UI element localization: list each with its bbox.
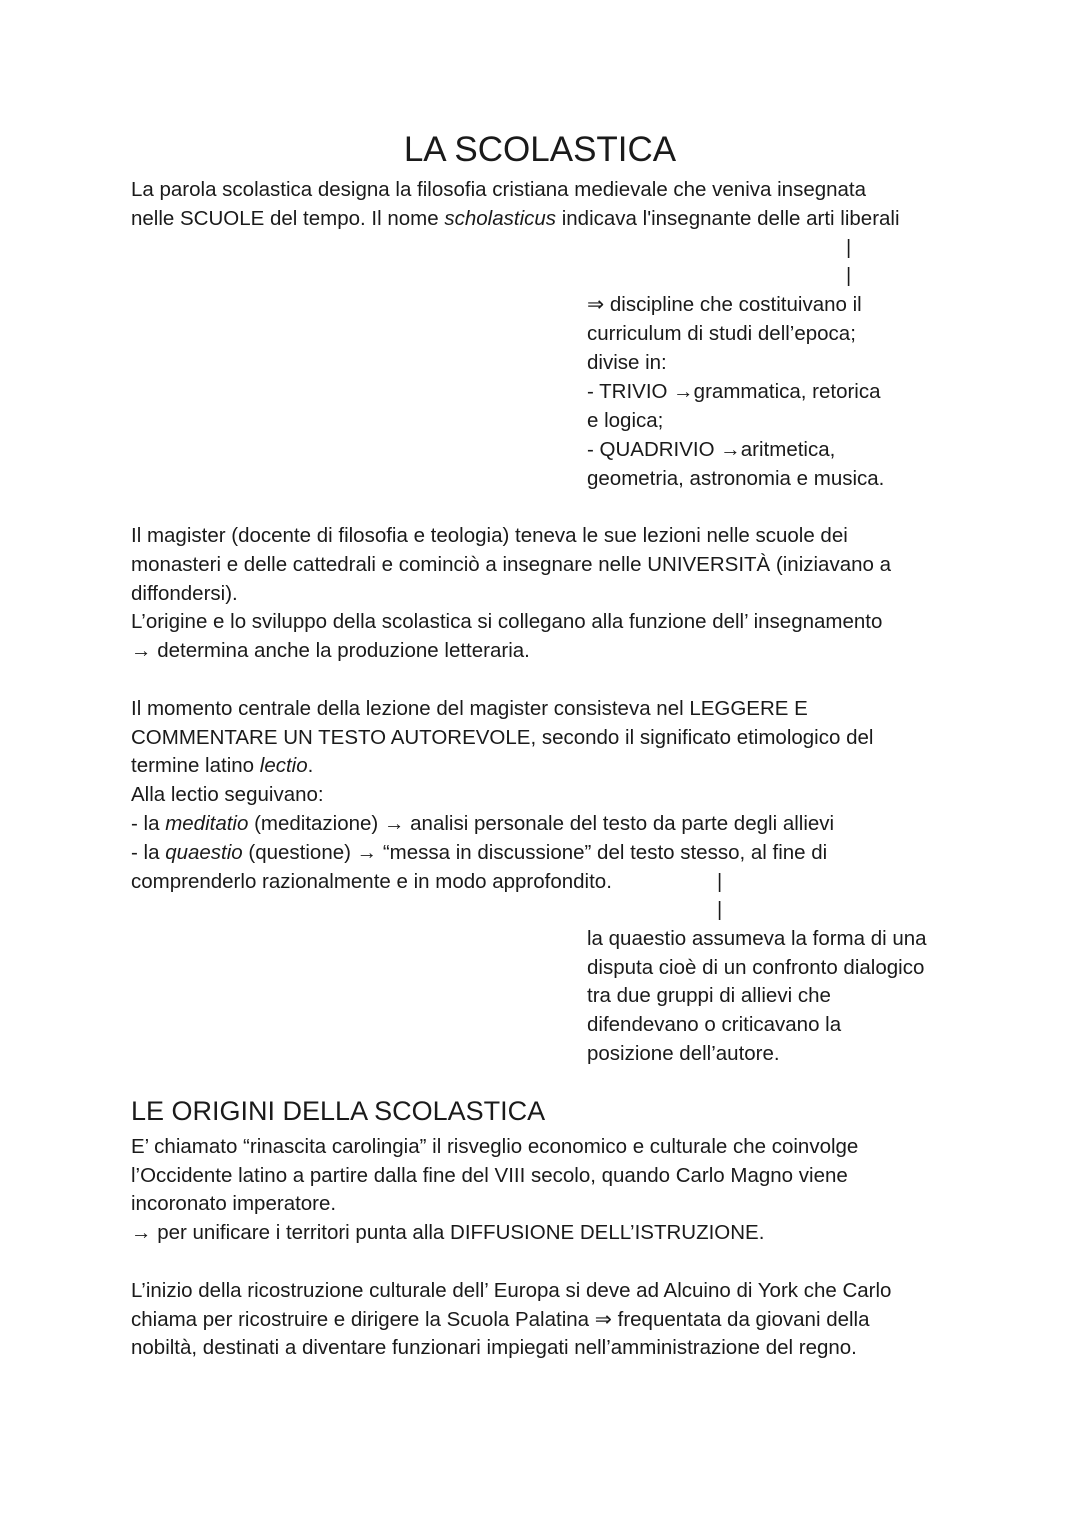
lectio-line-5 [131,809,834,838]
lectio-line-5-text-a: - la [131,812,166,835]
intro-line-1: La parola scolastica designa la filosofia cristiana medievale che veniva insegnata [131,178,867,201]
quaestio-note-line-5: posizione dell’autore. [587,1042,780,1065]
magister-line-2: monasteri e delle cattedrali e cominciò a insegnare nelle UNIVERSITÀ (iniziavano a [131,553,892,576]
magister-line-1: Il magister (docente di filosofia e teologia) teneva le sue lezioni nelle scuole dei [131,524,848,547]
intro-term-scholasticus: scholasticus [444,207,557,230]
lectio-line-5-text-b: (meditazione) → analisi personale del testo da parte degli allievi [248,812,835,835]
lectio-line-2: COMMENTARE UN TESTO AUTOREVOLE, secondo il significato etimologico del [131,726,874,749]
lectio-line-7: comprenderlo razionalmente e in modo approfondito. [131,870,612,893]
lectio-line-3-text-a: termine latino [131,754,260,777]
lectio-line-4: Alla lectio seguivano: [131,783,324,806]
arti-note-line-3: divise in: [587,351,667,374]
arti-note-line-1: ⇒ discipline che costituivano il [587,293,862,316]
magister-line-5: → determina anche la produzione letteraria. [131,639,530,662]
arti-note-line-2: curriculum di studi dell’epoca; [587,322,856,345]
arti-note-line-7: geometria, astronomia e musica. [587,467,885,490]
section-heading-origins: LE ORIGINI DELLA SCOLASTICA [131,1096,546,1126]
lectio-line-6 [131,838,827,867]
origins-line-3: incoronato imperatore. [131,1192,337,1215]
magister-line-3: diffondersi). [131,582,238,605]
origins-line-5: L’inizio della ricostruzione culturale dell’ Europa si deve ad Alcuino di York che Carlo [131,1279,892,1302]
lectio-term: lectio [259,754,308,777]
lectio-line-6-text-b: (questione) → “messa in discussione” del testo stesso, al fine di [242,841,828,864]
meditatio-term: meditatio [165,812,249,835]
intro-line-2 [131,204,900,233]
lectio-line-6-text-a: - la [131,841,166,864]
connector-bar: | [846,265,852,287]
quaestio-note-line-1: la quaestio assumeva la forma di una [587,927,927,950]
origins-line-6: chiama per ricostruire e dirigere la Scuola Palatina ⇒ frequentata da giovani della [131,1308,870,1331]
origins-line-4: → per unificare i territori punta alla DIFFUSIONE DELL’ISTRUZIONE. [131,1221,765,1244]
lectio-line-3 [131,751,313,780]
lectio-line-1: Il momento centrale della lezione del magister consisteva nel LEGGERE E [131,697,808,720]
arti-note-line-6: - QUADRIVIO →aritmetica, [587,438,836,461]
arti-note-line-4: - TRIVIO →grammatica, retorica [587,380,881,403]
intro-line-2-text-b: indicava l'insegnante delle arti liberali [556,207,900,230]
quaestio-note-line-2: disputa cioè di un confronto dialogico [587,956,925,979]
origins-line-2: l’Occidente latino a partire dalla fine del VIII secolo, quando Carlo Magno viene [131,1164,848,1187]
connector-bar: | [846,237,852,259]
intro-line-2-text-a: nelle SCUOLE del tempo. Il nome [131,207,445,230]
arti-note-line-5: e logica; [587,409,664,432]
connector-bar: | [717,899,723,921]
quaestio-note-line-4: difendevano o criticavano la [587,1013,842,1036]
connector-bar: | [717,871,723,893]
page-title: LA SCOLASTICA [403,130,677,169]
magister-line-4: L’origine e lo sviluppo della scolastica si collegano alla funzione dell’ insegnamento [131,610,883,633]
origins-line-7: nobiltà, destinati a diventare funzionari impiegati nell’amministrazione del regno. [131,1336,857,1359]
lectio-line-3-text-b: . [307,754,314,777]
quaestio-note-line-3: tra due gruppi di allievi che [587,984,831,1007]
origins-line-1: E’ chiamato “rinascita carolingia” il risveglio economico e culturale che coinvolge [131,1135,859,1158]
quaestio-term: quaestio [165,841,243,864]
